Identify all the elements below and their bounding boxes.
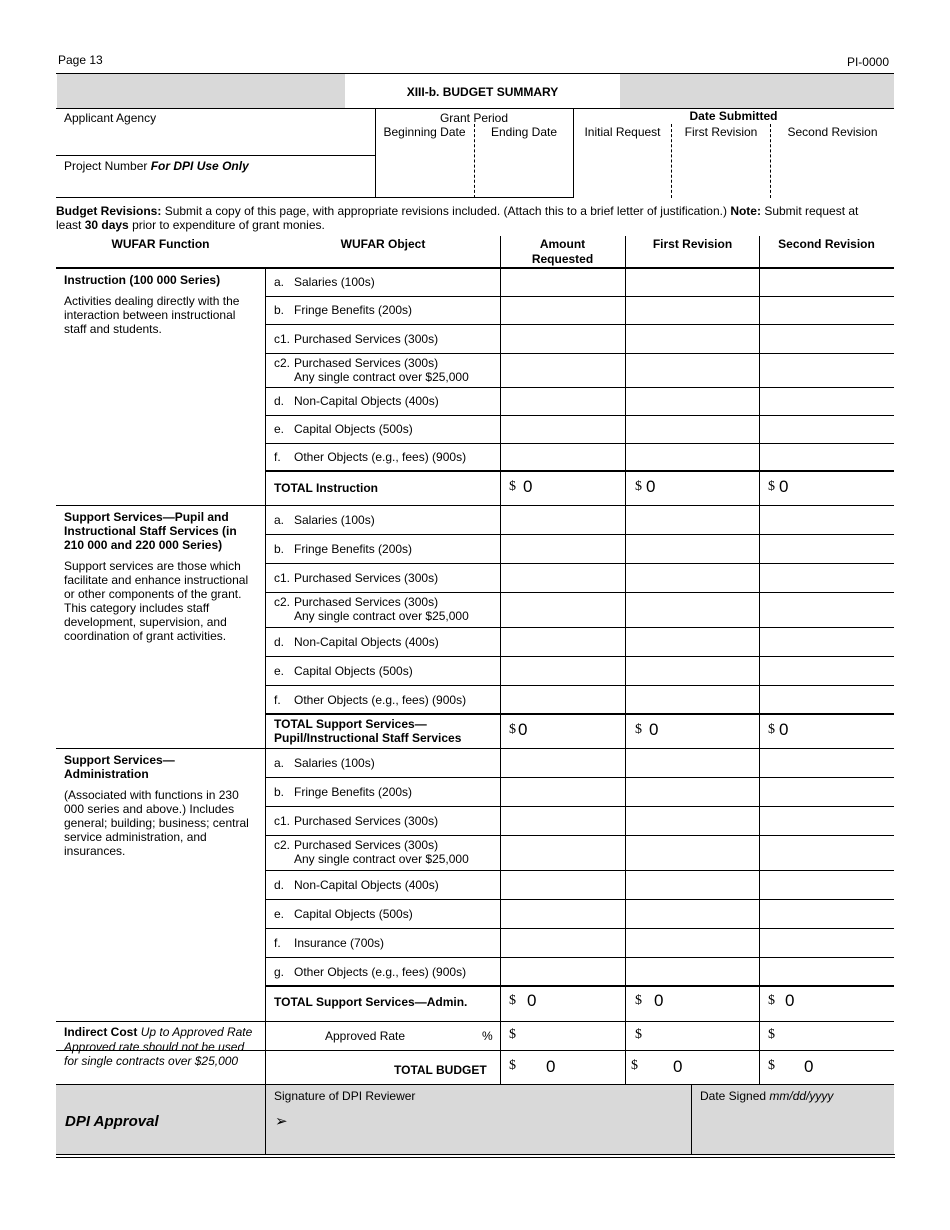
object-prefix: f. (274, 450, 281, 464)
object-label: Other Objects (e.g., fees) (900s) (294, 693, 467, 707)
budget-first-revision-field[interactable] (627, 750, 757, 775)
object-label: Fringe Benefits (200s) (294, 785, 413, 799)
grant-period-label: Grant Period (439, 111, 509, 125)
section-total-label: TOTAL Support Services—Admin. (274, 995, 468, 1009)
note-text-3: least (56, 218, 85, 232)
budget-first-revision-field[interactable] (627, 536, 757, 561)
initial-request-label: Initial Request (584, 125, 661, 139)
indirect-cost-label (64, 1025, 260, 1068)
object-row-label (274, 936, 496, 950)
object-label: Purchased Services (300s) (294, 838, 439, 852)
indirect-note: Approved rate should not be used for single contracts over $25,000 (64, 1040, 245, 1068)
date-signed-format: mm/dd/yyyy (769, 1089, 834, 1103)
indirect-dollar-second: $ (768, 1027, 775, 1042)
budget-amount-field[interactable] (502, 355, 623, 385)
total-dollar-sign: $ (768, 722, 775, 737)
budget-first-revision-field[interactable] (627, 629, 757, 654)
object-label: Fringe Benefits (200s) (294, 303, 413, 317)
budget-first-revision-field[interactable] (627, 565, 757, 590)
object-prefix: b. (274, 542, 285, 556)
note-bold-1: Budget Revisions: (56, 204, 162, 218)
section-total-value: 0 (779, 720, 789, 739)
note-text-1: Submit a copy of this page, with appropriate revisions included. (Attach this to a brief letter of justification.) (161, 204, 731, 218)
budget-first-revision-field[interactable] (627, 808, 757, 833)
object-row-label (274, 450, 496, 464)
budget-second-revision-field[interactable] (761, 959, 891, 984)
budget-first-revision-field[interactable] (627, 445, 757, 469)
col-header-first: First Revision (652, 237, 733, 251)
budget-amount-field[interactable] (502, 901, 623, 926)
object-row-label (274, 878, 496, 892)
budget-second-revision-field[interactable] (761, 872, 891, 897)
applicant-agency-label: Applicant Agency (64, 111, 157, 125)
signature-field[interactable] (292, 1106, 686, 1146)
approved-rate-label: Approved Rate (325, 1029, 406, 1043)
object-prefix: a. (274, 756, 285, 770)
budget-second-revision-field[interactable] (761, 389, 891, 413)
section-total-value: 0 (646, 477, 656, 496)
second-revision-date-field[interactable] (773, 142, 891, 196)
budget-amount-field[interactable] (502, 326, 623, 351)
budget-first-revision-field[interactable] (627, 326, 757, 351)
budget-first-revision-field[interactable] (627, 872, 757, 897)
object-row-label (274, 303, 496, 317)
object-prefix: c1. (274, 332, 291, 346)
section-title: Support Services— Administration (64, 753, 175, 781)
initial-request-date-field[interactable] (576, 142, 669, 196)
object-sublabel: Any single contract over $25,000 (294, 852, 469, 866)
budget-amount-field[interactable] (502, 417, 623, 441)
object-row-label (274, 814, 496, 828)
total-budget-label: TOTAL BUDGET (394, 1063, 487, 1077)
section-description: Support services are those which facilitate and enhance instructional or other components of the grant. This category includes staff development, supervision, and coordination of grant activities. (64, 559, 249, 643)
object-prefix: d. (274, 394, 285, 408)
object-prefix: e. (274, 907, 285, 921)
budget-second-revision-field[interactable] (761, 629, 891, 654)
budget-first-revision-field[interactable] (627, 270, 757, 294)
beginning-date-field[interactable] (377, 142, 472, 196)
budget-amount-field[interactable] (502, 750, 623, 775)
object-prefix: d. (274, 635, 285, 649)
page-number: Page 13 (58, 53, 103, 67)
budget-second-revision-field[interactable] (761, 507, 891, 532)
object-label: Purchased Services (300s) (294, 571, 439, 585)
dpi-approval-title: DPI Approval (65, 1113, 159, 1130)
date-signed-label (700, 1089, 833, 1103)
indirect-second-field[interactable] (779, 1024, 889, 1048)
object-label: Purchased Services (300s) (294, 814, 439, 828)
budget-second-revision-field[interactable] (761, 355, 891, 385)
second-revision-date-label: Second Revision (787, 125, 878, 139)
col-header-function: WUFAR Function (111, 237, 210, 251)
budget-first-revision-field[interactable] (627, 658, 757, 683)
section-description: (Associated with functions in 230 000 series and above.) Includes general; building; business; central service administration, and insurances. (64, 788, 249, 858)
object-label: Salaries (100s) (294, 513, 375, 527)
object-row-label (274, 756, 496, 770)
budget-second-revision-field[interactable] (761, 779, 891, 804)
budget-amount-field[interactable] (502, 594, 623, 625)
project-number-note: For DPI Use Only (150, 159, 249, 173)
object-label: Capital Objects (500s) (294, 664, 413, 678)
date-submitted-label: Date Submitted (689, 109, 778, 123)
budget-second-revision-field[interactable] (761, 298, 891, 322)
signature-arrow-icon: ➢ (275, 1112, 288, 1130)
budget-second-revision-field[interactable] (761, 536, 891, 561)
object-label: Purchased Services (300s) (294, 595, 439, 609)
budget-second-revision-field[interactable] (761, 445, 891, 469)
total-dollar-sign: $ (509, 993, 516, 1008)
object-label: Purchased Services (300s) (294, 356, 439, 370)
budget-second-revision-field[interactable] (761, 687, 891, 712)
budget-amount-field[interactable] (502, 298, 623, 322)
section-total-label: TOTAL Support Services— Pupil/Instructional Staff Services (274, 717, 462, 745)
ending-date-label: Ending Date (490, 125, 558, 139)
note-text-2: Submit request at (760, 204, 859, 218)
budget-first-revision-field[interactable] (627, 389, 757, 413)
total-dollar-sign: $ (509, 479, 516, 494)
object-row-label (274, 513, 496, 527)
budget-amount-field[interactable] (502, 270, 623, 294)
section-total-value: 0 (518, 720, 528, 739)
object-row-label (274, 542, 496, 556)
object-row-label (274, 693, 496, 707)
signature-label: Signature of DPI Reviewer (274, 1089, 416, 1103)
object-label: Other Objects (e.g., fees) (900s) (294, 965, 467, 979)
total-budget-second: 0 (804, 1057, 814, 1076)
indirect-title: Indirect Cost (64, 1025, 138, 1039)
date-signed-field[interactable] (694, 1106, 890, 1146)
total-budget-first: 0 (673, 1057, 683, 1076)
budget-first-revision-field[interactable] (627, 355, 757, 385)
budget-amount-field[interactable] (502, 837, 623, 868)
object-prefix: c2. (274, 356, 291, 370)
project-number-text: Project Number (64, 159, 148, 173)
object-row-label (274, 394, 496, 408)
section-title: Instruction (100 000 Series) (64, 273, 221, 287)
project-number-label (64, 159, 249, 173)
object-prefix: a. (274, 275, 285, 289)
budget-second-revision-field[interactable] (761, 658, 891, 683)
section-total-value: 0 (527, 991, 537, 1010)
budget-amount-field[interactable] (502, 930, 623, 955)
object-prefix: c2. (274, 595, 291, 609)
object-label: Purchased Services (300s) (294, 332, 439, 346)
indirect-amount-field[interactable] (520, 1024, 620, 1048)
total-budget-dollar-amount: $ (509, 1058, 516, 1073)
budget-second-revision-field[interactable] (761, 837, 891, 868)
section-total-value: 0 (779, 477, 789, 496)
section-total-value: 0 (649, 720, 659, 739)
first-revision-date-label: First Revision (684, 125, 758, 139)
section-total-label: TOTAL Instruction (274, 481, 378, 495)
budget-amount-field[interactable] (502, 629, 623, 654)
indirect-dollar-first: $ (635, 1027, 642, 1042)
object-prefix: b. (274, 785, 285, 799)
total-dollar-sign: $ (768, 479, 775, 494)
object-row-label (274, 275, 496, 289)
budget-second-revision-field[interactable] (761, 750, 891, 775)
applicant-agency-field[interactable] (58, 126, 373, 154)
budget-amount-field[interactable] (502, 779, 623, 804)
object-sublabel: Any single contract over $25,000 (294, 609, 469, 623)
first-revision-date-field[interactable] (674, 142, 768, 196)
section-description: Activities dealing directly with the interaction between instructional staff and students. (64, 294, 240, 336)
object-sublabel: Any single contract over $25,000 (294, 370, 469, 384)
object-row-label (274, 907, 496, 921)
object-label: Insurance (700s) (294, 936, 385, 950)
section-title: XIII-b. BUDGET SUMMARY (406, 85, 559, 99)
object-label: Non-Capital Objects (400s) (294, 394, 439, 408)
indirect-first-field[interactable] (646, 1024, 754, 1048)
budget-amount-field[interactable] (502, 445, 623, 469)
col-header-amount: Amount Requested (531, 237, 594, 266)
budget-first-revision-field[interactable] (627, 901, 757, 926)
object-row-label (274, 635, 496, 649)
object-prefix: c1. (274, 571, 291, 585)
total-budget-dollar-second: $ (768, 1058, 775, 1073)
object-prefix: g. (274, 965, 285, 979)
object-label: Non-Capital Objects (400s) (294, 878, 439, 892)
date-signed-text: Date Signed (700, 1089, 767, 1103)
section-total-value: 0 (785, 991, 795, 1010)
object-row-label (274, 785, 496, 799)
total-dollar-sign: $ (768, 993, 775, 1008)
object-label: Non-Capital Objects (400s) (294, 635, 439, 649)
note-text-4: prior to expenditure of grant monies. (128, 218, 325, 232)
object-row-label (274, 664, 496, 678)
budget-second-revision-field[interactable] (761, 594, 891, 625)
budget-amount-field[interactable] (502, 687, 623, 712)
object-prefix: b. (274, 303, 285, 317)
budget-second-revision-field[interactable] (761, 565, 891, 590)
col-header-object: WUFAR Object (340, 237, 426, 251)
total-budget-amount: 0 (546, 1057, 556, 1076)
object-label: Fringe Benefits (200s) (294, 542, 413, 556)
budget-amount-field[interactable] (502, 565, 623, 590)
section-total-value: 0 (654, 991, 664, 1010)
section-title: Support Services—Pupil and Instructional Staff Services (in 210 000 and 220 000 Series) (64, 510, 237, 552)
indirect-title-note: Up to Approved Rate (140, 1025, 253, 1039)
object-prefix: e. (274, 664, 285, 678)
col-header-second: Second Revision (778, 237, 875, 251)
object-prefix: c1. (274, 814, 291, 828)
budget-second-revision-field[interactable] (761, 901, 891, 926)
budget-second-revision-field[interactable] (761, 930, 891, 955)
object-row-label (274, 356, 496, 384)
total-dollar-sign: $ (635, 722, 642, 737)
object-prefix: f. (274, 936, 281, 950)
budget-amount-field[interactable] (502, 658, 623, 683)
object-row-label (274, 422, 496, 436)
budget-amount-field[interactable] (502, 536, 623, 561)
object-label: Salaries (100s) (294, 275, 375, 289)
object-prefix: d. (274, 878, 285, 892)
ending-date-field[interactable] (476, 142, 571, 196)
object-prefix: c2. (274, 838, 291, 852)
object-label: Capital Objects (500s) (294, 907, 413, 921)
budget-first-revision-field[interactable] (627, 687, 757, 712)
budget-first-revision-field[interactable] (627, 298, 757, 322)
object-prefix: a. (274, 513, 285, 527)
note-bold-3: 30 days (84, 218, 129, 232)
total-budget-dollar-first: $ (631, 1058, 638, 1073)
project-number-field[interactable] (58, 174, 373, 196)
budget-second-revision-field[interactable] (761, 808, 891, 833)
budget-first-revision-field[interactable] (627, 837, 757, 868)
budget-amount-field[interactable] (502, 808, 623, 833)
total-dollar-sign: $ (635, 479, 642, 494)
percent-sign: % (482, 1029, 493, 1043)
object-label: Other Objects (e.g., fees) (900s) (294, 450, 467, 464)
budget-first-revision-field[interactable] (627, 779, 757, 804)
indirect-dollar-amount: $ (509, 1027, 516, 1042)
budget-revisions-note (56, 204, 898, 232)
object-row-label (274, 595, 496, 623)
budget-amount-field[interactable] (502, 959, 623, 984)
total-dollar-sign: $ (509, 722, 516, 737)
object-label: Capital Objects (500s) (294, 422, 413, 436)
object-row-label (274, 965, 496, 979)
budget-first-revision-field[interactable] (627, 930, 757, 955)
budget-amount-field[interactable] (502, 872, 623, 897)
form-id: PI-0000 (846, 55, 889, 69)
section-total-value: 0 (523, 477, 533, 496)
budget-first-revision-field[interactable] (627, 507, 757, 532)
object-row-label (274, 838, 496, 866)
section-function-2 (64, 753, 260, 858)
object-row-label (274, 571, 496, 585)
object-prefix: f. (274, 693, 281, 707)
note-bold-2: Note: (730, 204, 761, 218)
budget-second-revision-field[interactable] (761, 270, 891, 294)
budget-amount-field[interactable] (502, 507, 623, 532)
section-function-1 (64, 510, 260, 643)
budget-amount-field[interactable] (502, 389, 623, 413)
budget-second-revision-field[interactable] (761, 417, 891, 441)
object-prefix: e. (274, 422, 285, 436)
budget-first-revision-field[interactable] (627, 959, 757, 984)
section-function-0 (64, 273, 260, 336)
approved-rate-input[interactable] (410, 1024, 478, 1046)
budget-first-revision-field[interactable] (627, 417, 757, 441)
budget-second-revision-field[interactable] (761, 326, 891, 351)
total-dollar-sign: $ (635, 993, 642, 1008)
object-label: Salaries (100s) (294, 756, 375, 770)
object-row-label (274, 332, 496, 346)
budget-first-revision-field[interactable] (627, 594, 757, 625)
beginning-date-label: Beginning Date (383, 125, 466, 139)
